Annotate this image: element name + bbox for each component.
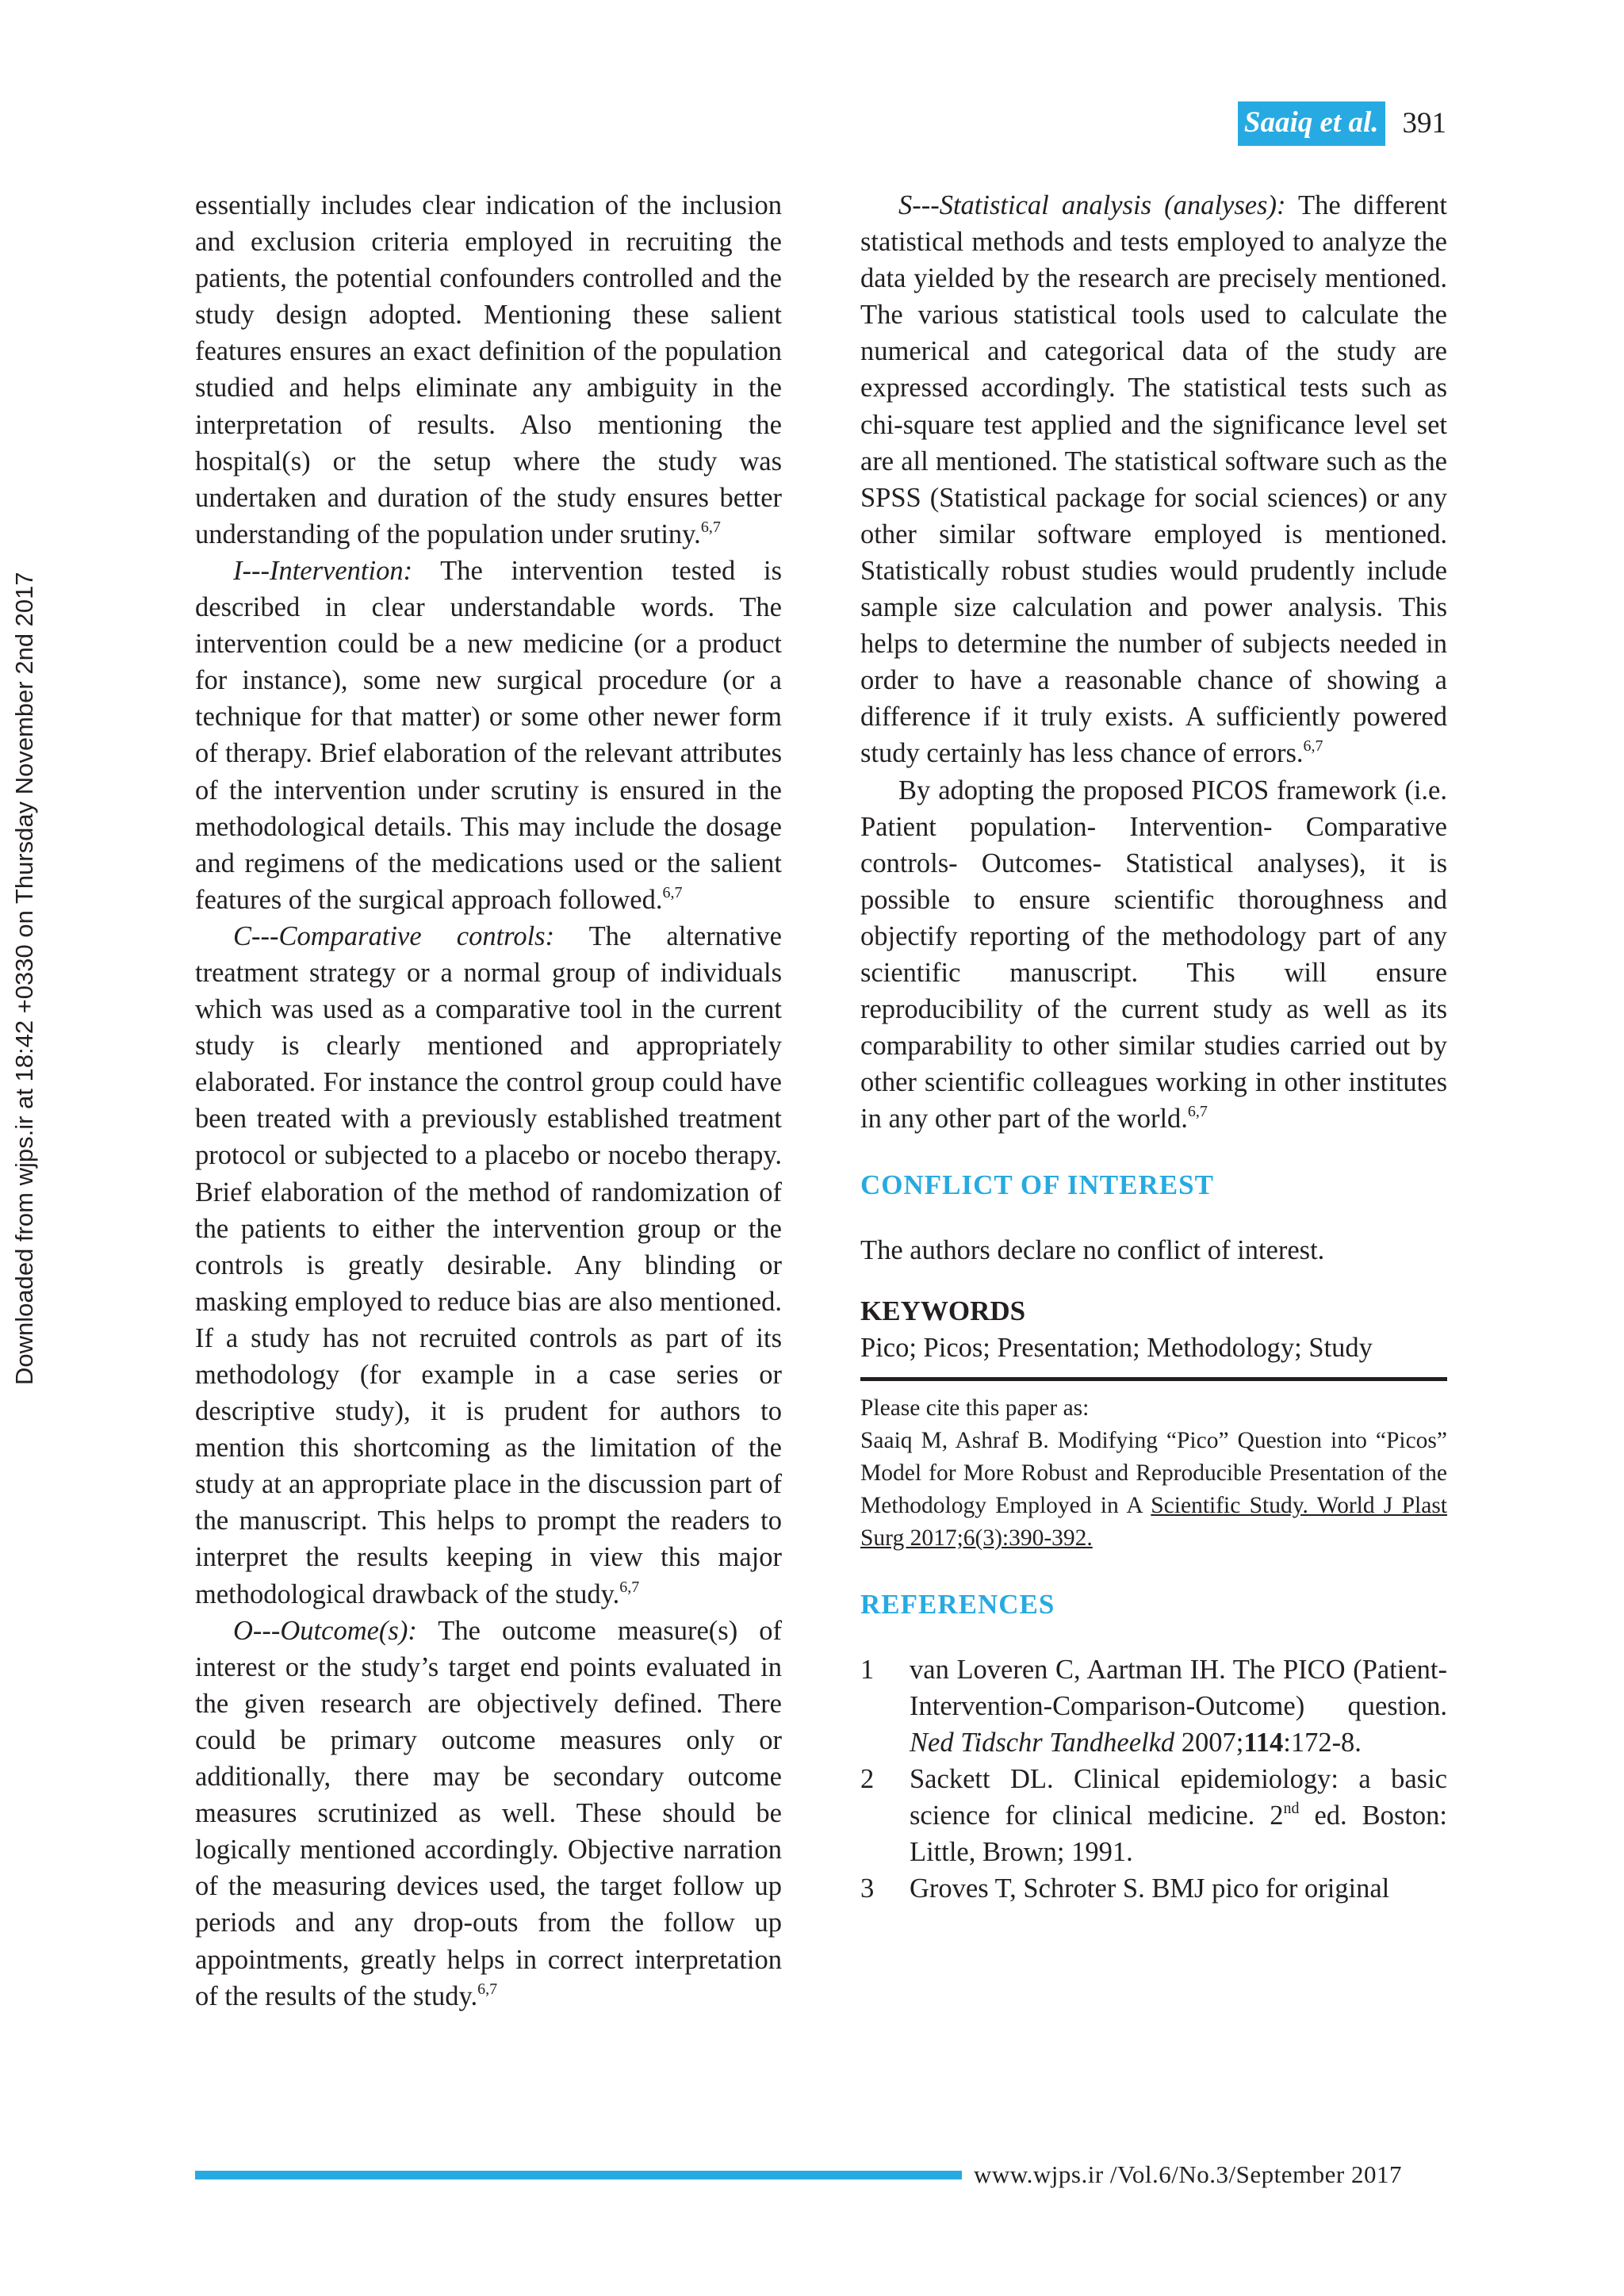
author-tag: Saaiq et al. <box>1238 101 1385 146</box>
paragraph-statistical-analysis: S---Statistical analysis (analyses): The different statistical methods and tests employed to analyze the data yielded by the research are precisely mentioned. The various statistical tools used to calculate the numerical and categorical data of the study are expressed accordingly. The statistical tests such as chi-square test applied and the significance level set are all mentioned. The statistical software such as the SPSS (Statistical package for social sciences) or any other similar software employed is mentioned. Statistically robust studies would prudently include sample size calculation and power analysis. This helps to determine the number of subjects needed in order to have a reasonable chance of showing a difference if it truly exists. A sufficiently powered study certainly has less chance of errors.$^{6,7}$ <box>860 190 1447 769</box>
reference-text: van Loveren C, Aartman IH. The PICO (Patient-Intervention-Comparison-Outcome) question. Ned Tidschr Tandheelkd 2007;114:172-8. <box>910 1654 1447 1758</box>
references-heading: REFERENCES <box>860 1588 1055 1620</box>
page-number: 391 <box>1402 107 1446 140</box>
download-watermark: Downloaded from wjps.ir at 18:42 +0330 on Thursday November 2nd 2017 <box>10 572 38 1385</box>
reference-item <box>860 1651 1447 1761</box>
cite-text: Saaiq M, Ashraf B. Modifying “Pico” Question into “Picos” Model for More Robust and Reproducible Presentation of the Methodology Employed in A Scientific Study. World J Plast Surg 2017;6(3):390-392. <box>860 1427 1448 1551</box>
footer-journal-info: www.wjps.ir /Vol.6/No.3/September 2017 <box>974 2160 1402 2188</box>
reference-number: 1 <box>860 1654 875 1685</box>
reference-item <box>860 1870 1447 1907</box>
paragraph-picos-framework: By adopting the proposed PICOS framework (i.e. Patient population- Intervention- Comparative controls- Outcomes- Statistical analyses), it is possible to ensure scientific thoroughness and objectify reporting of the methodology part of any scientific manuscript. This will ensure reproducibility of the current study as well as its comparability to other similar studies carried out by other scientific colleagues working in other institutes in any other part of the world.$^{6,7}$ <box>860 775 1447 1135</box>
conflict-text: The authors declare no conflict of interest. <box>860 1235 1325 1266</box>
cite-link[interactable]: Scientific Study. World J Plast Surg 2017;6(3):390-392. <box>860 1492 1448 1551</box>
left-column <box>195 187 782 2015</box>
paragraph-population: essentially includes clear indication of the inclusion and exclusion criteria employed in recruiting the patients, the potential confounders controlled and the study design adopted. Mentioning these salient features ensures an exact definition of the population studied and helps eliminate any ambiguity in the interpretation of results. Also mentioning the hospital(s) or the setup where the study was undertaken and duration of the study ensures better understanding of the population under srutiny.$^{6,7}$ <box>195 190 782 549</box>
citation-block <box>860 1392 1447 1555</box>
paragraph-intervention: I---Intervention: The intervention tested is described in clear understandable words. The intervention could be a new medicine (or a product for instance), some new surgical procedure (or a technique for that matter) or some other newer form of therapy. Brief elaboration of the relevant attributes of the intervention under scrutiny is ensured in the methodological details. This may include the dosage and regimens of the medications used or the salient features of the surgical approach followed.$^{6,7}$ <box>195 555 782 915</box>
footer-bar <box>195 2171 962 2179</box>
right-column <box>860 187 1447 1907</box>
cite-divider <box>860 1377 1447 1381</box>
conflict-heading: CONFLICT OF INTEREST <box>860 1169 1214 1201</box>
keywords-heading: KEYWORDS <box>860 1295 1026 1326</box>
paragraph-comparative-controls: C---Comparative controls: The alternative treatment strategy or a normal group of individuals which was used as a comparative tool in the current study is clearly mentioned and appropriately elaborated. For instance the control group could have been treated with a previously established treatment protocol or subjected to a placebo or nocebo therapy. Brief elaboration of the method of randomization of the patients to either the intervention group or the controls is greatly desirable. Any blinding or masking employed to reduce bias are also mentioned. If a study has not recruited controls as part of its methodology (for example in a case series or descriptive study), it is prudent for authors to mention this shortcoming as the limitation of the study at an appropriate place in the discussion part of the manuscript. This helps to prompt the readers to interpret the results keeping in view this major methodological drawback of the study.$^{6,7}$ <box>195 920 782 1609</box>
reference-text: Sackett DL. Clinical epidemiology: a basic science for clinical medicine. 2nd ed. Boston: Little, Brown; 1991. <box>910 1763 1447 1868</box>
cite-label: Please cite this paper as: <box>860 1395 1090 1421</box>
running-head <box>1238 101 1446 146</box>
paragraph-outcomes: O---Outcome(s): The outcome measure(s) of interest or the study’s target end points evaluated in the given research are objectively defined. There could be primary outcome measures only or additionally, there may be secondary outcome measures scrutinized as well. These should be logically mentioned accordingly. Objective narration of the measuring devices used, the target follow up periods and any drop-outs from the follow up appointments, greatly helps in correct interpretation of the results of the study.$^{6,7}$ <box>195 1615 782 2011</box>
reference-number: 2 <box>860 1763 875 1794</box>
reference-text: Groves T, Schroter S. BMJ pico for original <box>910 1873 1390 1904</box>
reference-item <box>860 1761 1447 1870</box>
keywords-text: Pico; Picos; Presentation; Methodology; Study <box>860 1332 1373 1363</box>
reference-number: 3 <box>860 1873 875 1904</box>
